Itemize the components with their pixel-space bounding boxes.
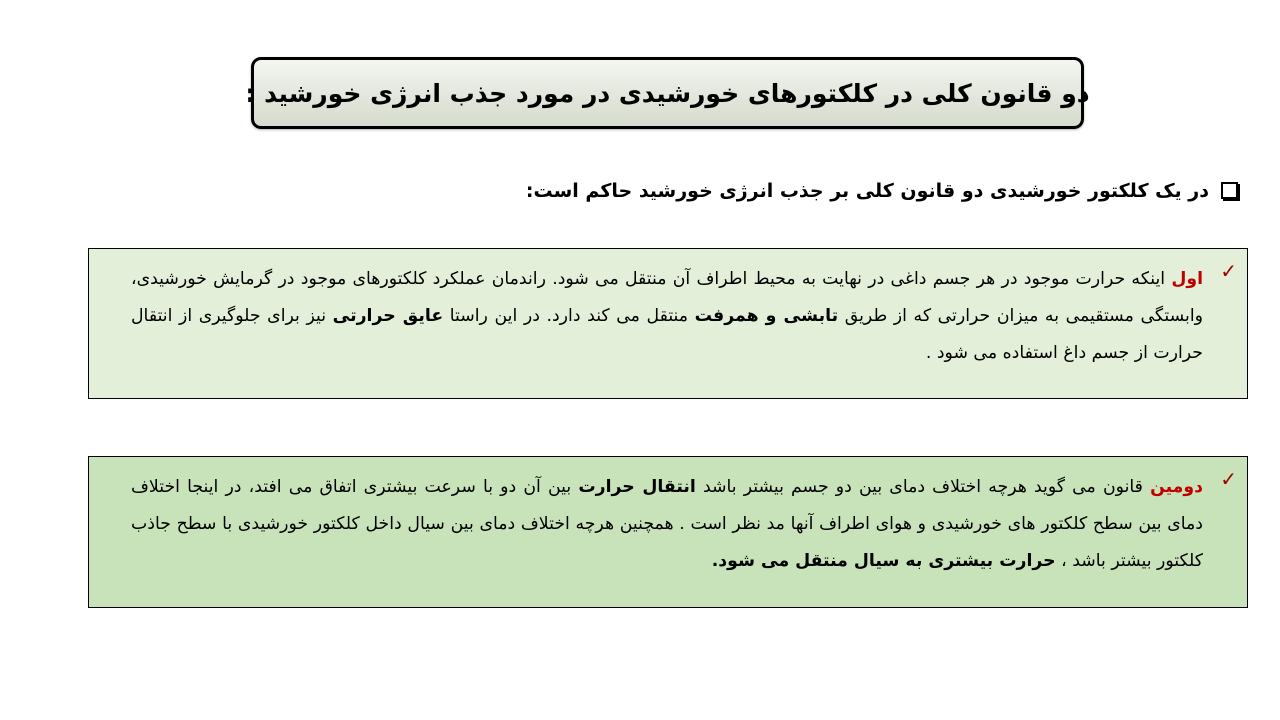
checkmark-icon: ✓ <box>1220 467 1237 491</box>
law-one-lead: اول <box>1171 269 1203 289</box>
law-two-panel <box>88 456 1248 608</box>
law-two-bold-2: حرارت بیشتری به سیال منتقل می شود. <box>711 551 1056 571</box>
law-one-bold-2: عایق حرارتی <box>332 306 444 326</box>
law-two-bold-1: انتقال حرارت <box>578 477 696 497</box>
law-two-part-1: قانون می گوید هرچه اختلاف دمای بین دو جسم بیشتر باشد <box>695 477 1151 497</box>
title-box <box>245 57 1090 129</box>
intro-line <box>478 176 1238 206</box>
intro-text: در یک کلکتور خورشیدی دو قانون کلی بر جذب انرژی خورشید حاکم است: <box>525 180 1209 202</box>
law-one-part-1: اینکه حرارت موجود در هر جسم داغی در نهایت به محیط اطراف آن منتقل می شود. راندمان عملکرد کلکتورهای موجود در گرمایش خورشیدی، وابستگی مستقیمی به میزان حرارتی که از طریق <box>131 269 1203 326</box>
law-one-part-3: نیز برای جلوگیری از انتقال حرارت از جسم داغ استفاده می شود . <box>131 306 1203 363</box>
checkmark-icon: ✓ <box>1220 259 1237 283</box>
law-one-part-2: منتقل می کند دارد. در این راستا <box>443 306 695 326</box>
slide-title: دو قانون کلی در کلکتورهای خورشیدی در مورد جذب انرژی خورشید : <box>245 78 1090 108</box>
law-one-panel <box>88 248 1248 399</box>
law-one-bold-1: تابشی و همرفت <box>694 306 839 326</box>
law-two-lead: دومین <box>1150 477 1203 497</box>
checkbox-icon <box>1221 182 1238 199</box>
law-two-part-2: بین آن دو با سرعت بیشتری اتفاق می افتد، در اینجا اختلاف دمای بین سطح کلکتور های خورشیدی و هوای اطراف آنها مد نظر است . همچنین هرچه اختلاف دمای بین سیال داخل کلکتور خورشیدی با سطح جاذب کلکتور بیشتر باشد ، <box>131 477 1203 571</box>
law-two-text <box>131 461 1203 580</box>
law-one-text <box>131 253 1203 372</box>
